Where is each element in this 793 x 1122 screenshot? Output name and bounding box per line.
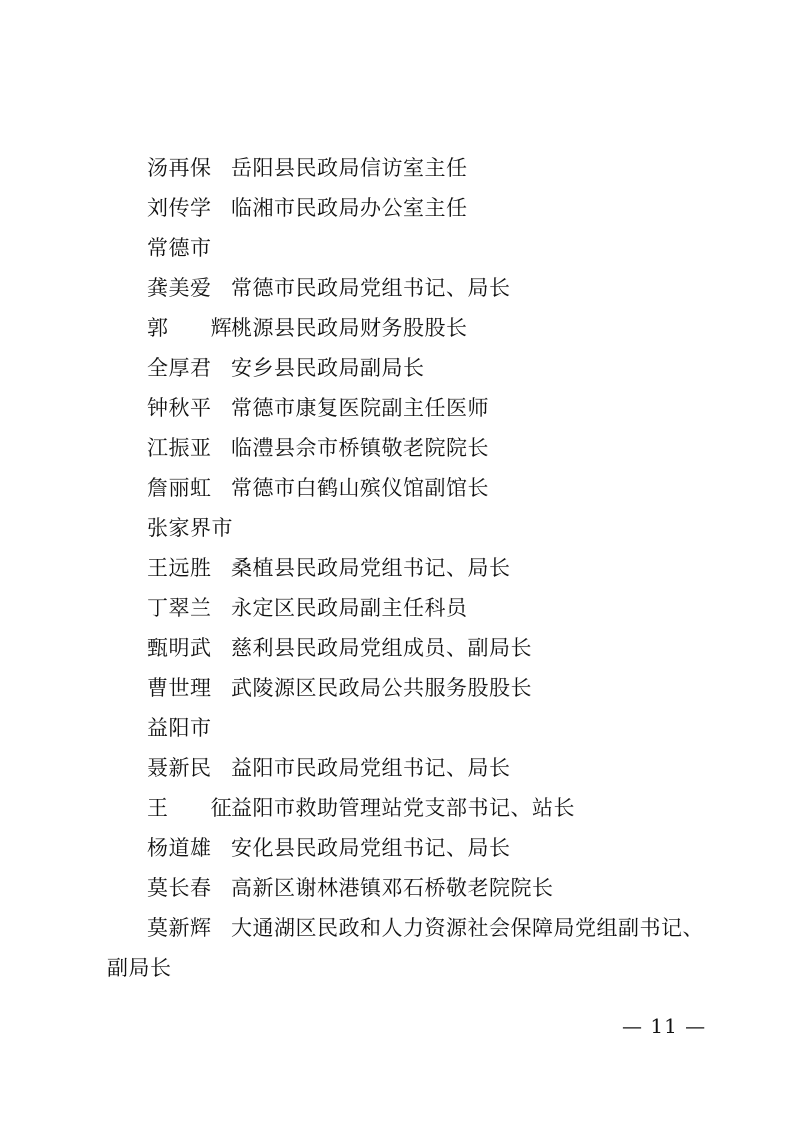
page-number: — 11 —: [622, 1014, 707, 1038]
section-heading: [147, 513, 233, 543]
person-name: 詹丽虹: [147, 476, 212, 500]
entry-line: [147, 833, 511, 863]
person-name: 聂新民: [147, 756, 212, 780]
entry-line: [147, 433, 489, 463]
person-title: 慈利县民政局党组成员、副局长: [231, 636, 532, 660]
person-title: 桑植县民政局党组书记、局长: [231, 556, 511, 580]
person-name: 郭 辉: [147, 316, 250, 340]
entry-line: [147, 393, 489, 423]
person-title: 大通湖区民政和人力资源社会保障局党组副书记、: [231, 916, 704, 940]
person-name: 江振亚: [147, 436, 212, 460]
person-title-continuation: 副局长: [107, 956, 172, 980]
person-title: 常德市康复医院副主任医师: [231, 396, 489, 420]
person-name: 汤再保: [147, 156, 212, 180]
entry-line: [147, 553, 511, 583]
entry-line-continuation: [107, 953, 172, 983]
entry-line: [147, 353, 425, 383]
city-heading: 常德市: [147, 236, 212, 260]
person-title: 武陵源区民政局公共服务股股长: [231, 676, 532, 700]
entry-line: [147, 273, 511, 303]
person-title: 益阳市救助管理站党支部书记、站长: [231, 796, 575, 820]
entry-line: [147, 873, 554, 903]
person-name: 王远胜: [147, 556, 212, 580]
person-title: 安乡县民政局副局长: [231, 356, 425, 380]
person-name: 刘传学: [147, 196, 212, 220]
person-title: 常德市民政局党组书记、局长: [231, 276, 511, 300]
entry-line: [147, 593, 468, 623]
person-title: 桃源县民政局财务股股长: [231, 316, 468, 340]
entry-line: [147, 153, 468, 183]
person-name: 龚美爱: [147, 276, 212, 300]
entry-line: [147, 313, 468, 343]
person-title: 安化县民政局党组书记、局长: [231, 836, 511, 860]
person-name: 莫新辉: [147, 916, 212, 940]
city-heading: 张家界市: [147, 516, 233, 540]
entry-line: [147, 913, 704, 943]
person-title: 益阳市民政局党组书记、局长: [231, 756, 511, 780]
entry-line: [147, 633, 532, 663]
person-name: 钟秋平: [147, 396, 212, 420]
person-title: 临湘市民政局办公室主任: [231, 196, 468, 220]
city-heading: 益阳市: [147, 716, 212, 740]
person-name: 丁翠兰: [147, 596, 212, 620]
person-name: 全厚君: [147, 356, 212, 380]
person-title: 高新区谢林港镇邓石桥敬老院院长: [231, 876, 554, 900]
person-name: 杨道雄: [147, 836, 212, 860]
person-title: 临澧县佘市桥镇敬老院院长: [231, 436, 489, 460]
person-name: 王 征: [147, 796, 250, 820]
entry-line: [147, 193, 468, 223]
section-heading: [147, 713, 212, 743]
entry-line: [147, 793, 575, 823]
person-name: 甄明武: [147, 636, 212, 660]
entry-line: [147, 673, 532, 703]
section-heading: [147, 233, 212, 263]
entry-line: [147, 473, 489, 503]
person-name: 莫长春: [147, 876, 212, 900]
entry-line: [147, 753, 511, 783]
person-title: 岳阳县民政局信访室主任: [231, 156, 468, 180]
person-name: 曹世理: [147, 676, 212, 700]
person-title: 永定区民政局副主任科员: [231, 596, 468, 620]
person-title: 常德市白鹤山殡仪馆副馆长: [231, 476, 489, 500]
